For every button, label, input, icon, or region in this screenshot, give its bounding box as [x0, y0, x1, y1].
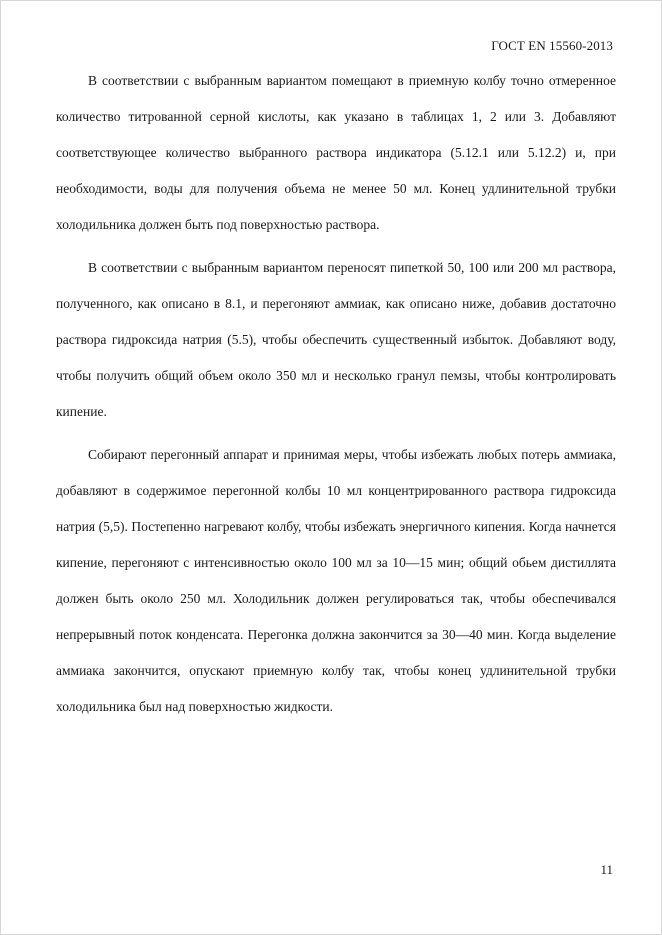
page-number: 11: [600, 862, 613, 877]
paragraph-1: В соответствии с выбранным вариантом помещают в приемную колбу точно отмеренное количество титрованной серной кислоты, как указано в таблицах 1, 2 или 3. Добавляют соответствующее количество выбранного раствора индикатора (5.12.1 или 5.12.2) и, при необходимости, воды для получения объема не менее 50 мл. Конец удлинительной трубки холодильника должен быть под поверхностью раствора.: [56, 73, 616, 232]
paragraph-spacer: [56, 430, 616, 437]
body-text: [56, 63, 616, 725]
standard-header: ГОСТ EN 15560-2013: [491, 38, 613, 53]
paragraph-2: В соответствии с выбранным вариантом переносят пипеткой 50, 100 или 200 мл раствора, полученного, как описано в 8.1, и перегоняют аммиак, как описано ниже, добавив достаточно раствора гидроксида натрия (5.5), чтобы обеспечить существенный избыток. Добавляют воду, чтобы получить общий объем около 350 мл и несколько гранул пемзы, чтобы контролировать кипение.: [56, 260, 616, 419]
paragraph-3: Собирают перегонный аппарат и принимая меры, чтобы избежать любых потерь аммиака, добавляют в содержимое перегонной колбы 10 мл концентрированного раствора гидроксида натрия (5,5). Постепенно нагревают колбу, чтобы избежать энергичного кипения. Когда начнется кипение, перегоняют с интенсивностью около 100 мл за 10—15 мин; общий обьем дистиллята должен быть около 250 мл. Холодильник должен регулироваться так, чтобы обеспечивался непрерывный поток конденсата. Перегонка должна закончится за 30—40 мин. Когда выделение аммиака закончится, опускают приемную колбу так, чтобы конец удлинительной трубки холодильника был над поверхностью жидкости.: [56, 447, 616, 714]
paragraph-spacer: [56, 243, 616, 250]
